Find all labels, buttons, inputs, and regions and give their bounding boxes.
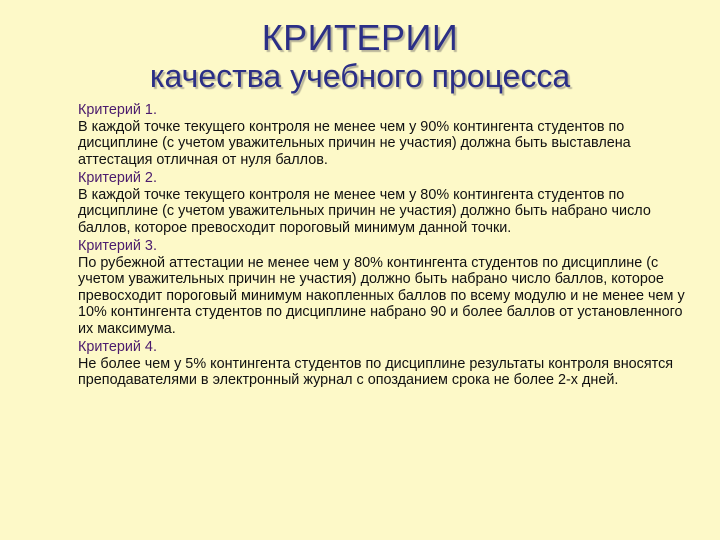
criterion-text: В каждой точке текущего контроля не менее чем у 90% контингента студентов по дисциплине (с учетом уважительных причин не участия) должна быть выставлена аттестация отличная от нуля баллов.	[78, 118, 631, 168]
criterion-text: По рубежной аттестации не менее чем у 80% контингента студентов по дисциплине (с учетом уважительных причин не участия) должно быть набрано число баллов, которое превосходит пороговый минимум накопленных баллов по всему модулю и не менее чем у 10% контингента студентов по дисциплине набрано 90 и более баллов от установленного их максимума.	[78, 254, 685, 337]
criterion-text: В каждой точке текущего контроля не менее чем у 80% контингента студентов по дисциплине (с учетом уважительных причин не участия) должно быть набрано число баллов, которое превосходит пороговый минимум данной точки.	[78, 186, 651, 236]
criterion-heading: Критерий 3.	[78, 238, 157, 254]
criterion-text: Не более чем у 5% контингента студентов по дисциплине результаты контроля вносятся преподавателями в электронный журнал с опозданием срока не более 2-х дней.	[78, 355, 674, 388]
criterion-heading: Критерий 1.	[78, 102, 157, 118]
criterion-3	[78, 236, 698, 337]
slide-subtitle: качества учебного процесса	[149, 58, 571, 94]
criterion-heading: Критерий 4.	[78, 339, 157, 355]
criterion-1	[78, 100, 698, 168]
criterion-4	[78, 337, 698, 389]
slide-title: КРИТЕРИИ	[261, 17, 459, 58]
criterion-2	[78, 168, 698, 236]
criteria-list	[78, 100, 698, 389]
criterion-heading: Критерий 2.	[78, 170, 157, 186]
